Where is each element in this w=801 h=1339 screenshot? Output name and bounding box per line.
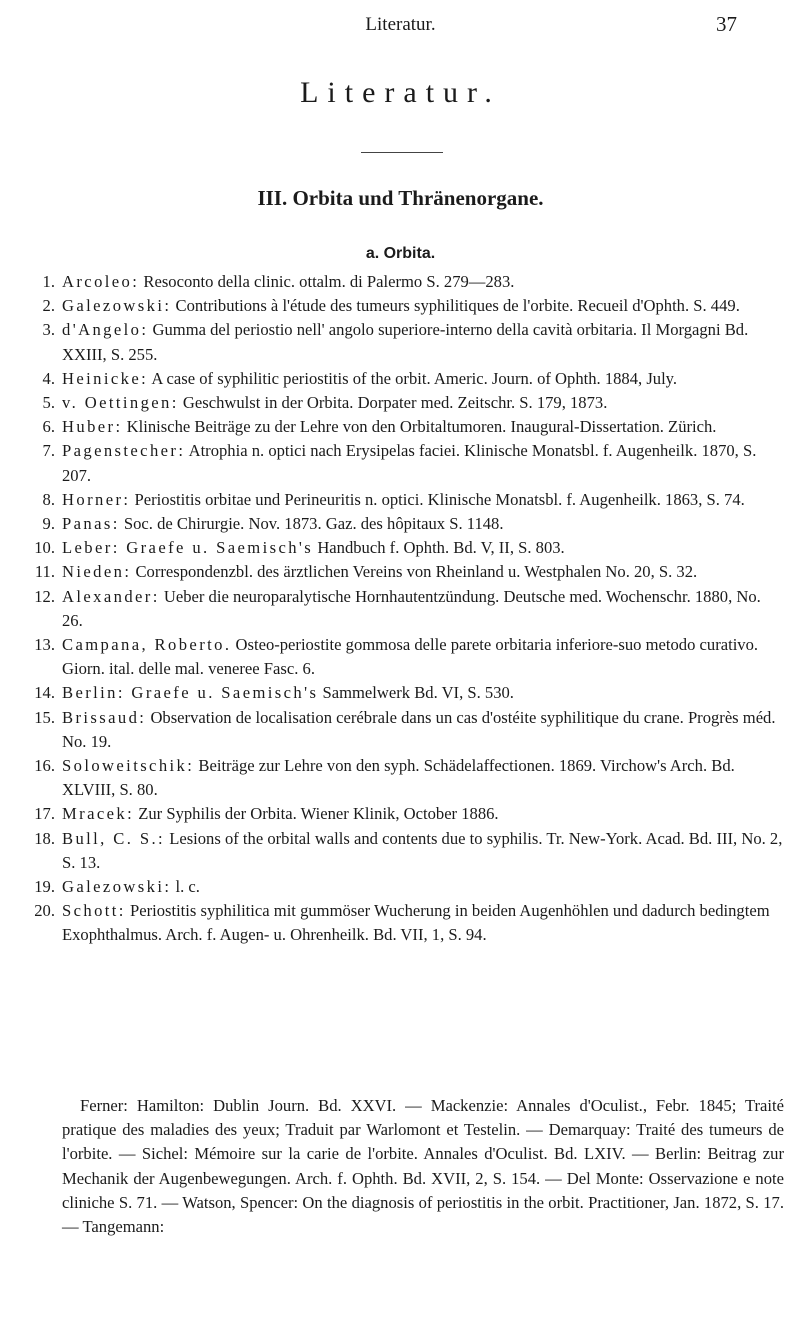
bibliography-entry [24, 560, 784, 584]
bibliography-entry [24, 270, 784, 294]
page-header [0, 8, 801, 48]
entry-author: Campana, Roberto. [62, 635, 232, 655]
entry-author: d'Angelo: [62, 320, 149, 340]
bibliography-entry [24, 802, 784, 826]
bibliography-entry [24, 899, 784, 947]
entry-author: Heinicke: [62, 368, 149, 388]
bibliography-entry [24, 415, 784, 439]
entry-number: 17. [34, 804, 55, 824]
bibliography-entry [24, 439, 784, 487]
entry-number: 9. [42, 514, 55, 534]
entry-text: Handbuch f. Ophth. Bd. V, II, S. 803. [313, 538, 565, 558]
additional-references: Ferner: Hamilton: Dublin Journ. Bd. XXVI. — Mackenzie: Annales d'Oculist., Febr. 1845; Traité pratique des maladies des yeux; Traduit par Warlomont et Testelin. — Demarquay: Traité des tumeurs de l'orbite. — Sichel: Mémoire sur la carie de l'orbite. Annales d'Oculist. Bd. LXIV. — Berlin: Beitrag zur Mechanik der Augenbewegungen. Arch. f. Ophth. Bd. XVII, 2, S. 154. — Del Monte: Osservazione e note cliniche S. 71. — Watson, Spencer: On the diagnosis of periostitis in the orbit. Practitioner, Jan. 1872, S. 17. — Tangemann: [62, 1096, 784, 1237]
bibliography-entry [24, 633, 784, 681]
entry-text: Observation de localisation cerébrale dans un cas d'ostéite syphilitique du crane. Progrès méd. No. 19. [62, 707, 776, 751]
entry-text: Zur Syphilis der Orbita. Wiener Klinik, October 1886. [134, 804, 499, 824]
entry-author: Galezowski: [62, 877, 172, 897]
running-title: Literatur. [365, 14, 436, 35]
entry-author: Alexander: [62, 586, 160, 606]
entry-number: 12. [34, 586, 55, 606]
entry-author: Berlin: Graefe u. Saemisch's [62, 683, 319, 703]
entry-number: 14. [34, 683, 55, 703]
entry-number: 1. [42, 272, 55, 291]
entry-text: Periostitis orbitae und Perineuritis n. optici. Klinische Monatsbl. f. Augenheilk. 1863, S. 74. [130, 489, 745, 509]
entry-text: Osteo-periostite gommosa delle parete orbitaria inferiore-suo metodo curativo. Giorn. ital. delle mal. veneree Fasc. 6. [62, 635, 759, 679]
page-title: Literatur. [300, 76, 501, 109]
bibliography-entry [24, 681, 784, 705]
entry-number: 2. [42, 296, 55, 316]
entry-number: 4. [42, 368, 55, 388]
entry-text: Contributions à l'étude des tumeurs syphilitiques de l'orbite. Recueil d'Ophth. S. 449. [171, 296, 740, 316]
bibliography-entry [24, 294, 784, 318]
entry-text: Atrophia n. optici nach Erysipelas faciei. Klinische Monatsbl. f. Augenheilk. 1870, S. 207. [62, 441, 757, 485]
entry-number: 6. [42, 417, 55, 437]
entry-author: Nieden: [62, 562, 132, 582]
bibliography-entry [24, 391, 784, 415]
entry-author: Galezowski: [62, 296, 172, 316]
bibliography-entry [24, 512, 784, 536]
entry-text: Gumma del periostio nell' angolo superiore-interno della cavità orbitaria. Il Morgagni Bd. XXIII, S. 255. [62, 320, 749, 364]
entry-text: Resoconto della clinic. ottalm. di Palermo S. 279—283. [139, 272, 515, 291]
entry-number: 13. [34, 635, 55, 655]
entry-number: 18. [34, 828, 55, 848]
entry-text: l. c. [171, 877, 200, 897]
entry-text: Geschwulst in der Orbita. Dorpater med. Zeitschr. S. 179, 1873. [178, 393, 608, 413]
bibliography-entry [24, 875, 784, 899]
bibliography-entry [24, 488, 784, 512]
entry-number: 16. [34, 756, 55, 776]
entry-number: 10. [34, 538, 55, 558]
entry-text: A case of syphilitic periostitis of the orbit. Americ. Journ. of Ophth. 1884, July. [148, 368, 678, 388]
entry-text: Beiträge zur Lehre von den syph. Schädelaffectionen. 1869. Virchow's Arch. Bd. XLVIII, S. 80. [62, 756, 735, 800]
bibliography-entry [24, 367, 784, 391]
entry-number: 8. [42, 489, 55, 509]
entry-author: Horner: [62, 489, 131, 509]
bibliography-entry [24, 706, 784, 754]
bibliography-list [24, 270, 784, 948]
entry-number: 5. [42, 393, 55, 413]
bibliography-entry [24, 536, 784, 560]
entry-author: Schott: [62, 901, 126, 921]
entry-author: Brissaud: [62, 707, 147, 727]
entry-number: 3. [42, 320, 55, 340]
entry-author: Soloweitschik: [62, 756, 195, 776]
entry-number: 19. [34, 877, 55, 897]
section-heading: III. Orbita und Thränenorgane. [257, 186, 544, 210]
entry-text: Sammelwerk Bd. VI, S. 530. [318, 683, 514, 703]
entry-number: 7. [42, 441, 55, 461]
subsection-heading: a. Orbita. [365, 245, 436, 262]
title-divider [361, 152, 443, 153]
entry-text: Lesions of the orbital walls and contents due to syphilis. Tr. New-York. Acad. Bd. III, No. 2, S. 13. [62, 828, 783, 872]
bibliography-entry [24, 585, 784, 633]
entry-text: Soc. de Chirurgie. Nov. 1873. Gaz. des hôpitaux S. 1148. [119, 514, 504, 534]
entry-author: Panas: [62, 514, 120, 534]
entry-number: 20. [34, 901, 55, 921]
entry-text: Correspondenzbl. des ärztlichen Vereins von Rheinland u. Westphalen No. 20, S. 32. [131, 562, 698, 582]
entry-author: v. Oettingen: [62, 393, 179, 413]
entry-number: 15. [34, 707, 55, 727]
entry-text: Ueber die neuroparalytische Hornhautentzündung. Deutsche med. Wochenschr. 1880, No. 26. [62, 586, 761, 630]
entry-author: Arcoleo: [62, 272, 140, 291]
bibliography-entry [24, 318, 784, 366]
entry-author: Huber: [62, 417, 123, 437]
entry-author: Leber: Graefe u. Saemisch's [62, 538, 314, 558]
entry-author: Mracek: [62, 804, 135, 824]
entry-text: Periostitis syphilitica mit gummöser Wucherung in beiden Augenhöhlen und dadurch bedingtem Exophthalmus. Arch. f. Augen- u. Ohrenheilk. Bd. VII, 1, S. 94. [62, 901, 770, 945]
entry-author: Bull, C. S.: [62, 828, 166, 848]
bibliography-entry [24, 754, 784, 802]
entry-number: 11. [34, 562, 55, 582]
entry-author: Pagenstecher: [62, 441, 186, 461]
entry-text: Klinische Beiträge zu der Lehre von den Orbitaltumoren. Inaugural-Dissertation. Zürich. [122, 417, 717, 437]
bibliography-entry [24, 827, 784, 875]
page-number: 37 [716, 12, 737, 36]
